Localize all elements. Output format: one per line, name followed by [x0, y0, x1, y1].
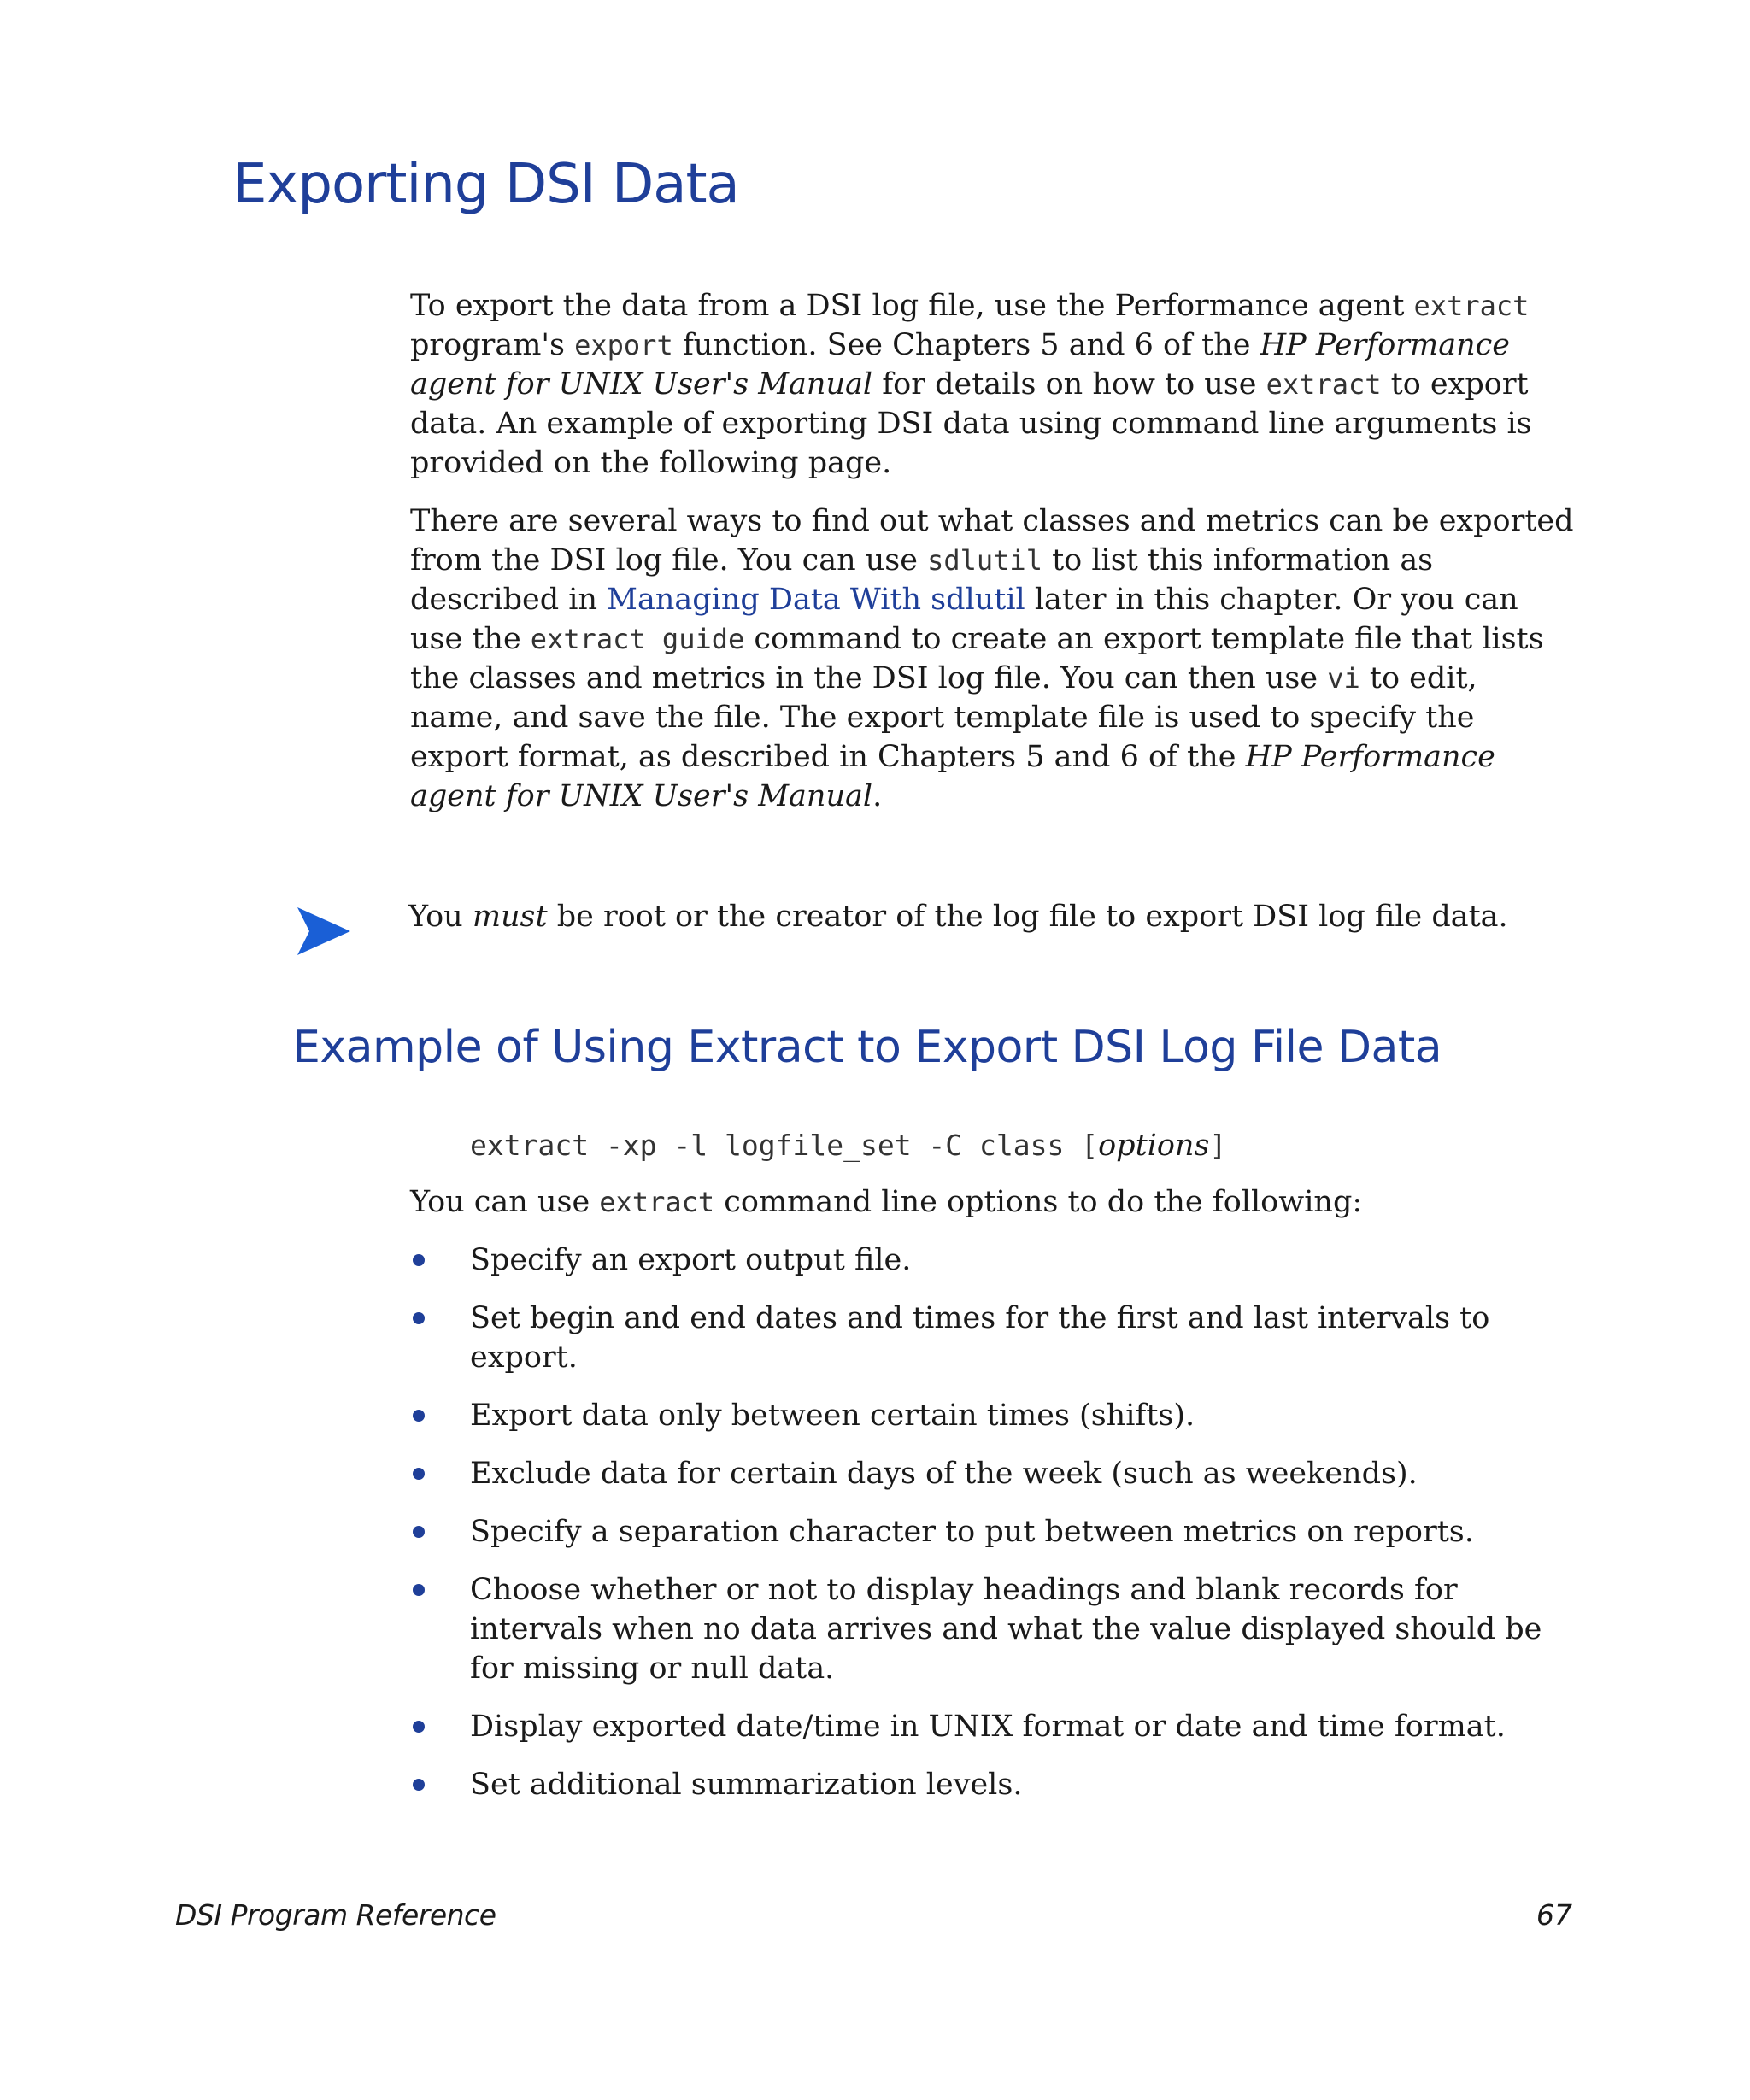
list-item [410, 1454, 1574, 1493]
code-extract: extract [1413, 290, 1530, 322]
text-span: to export data. An example of exporting DSI data using command line arguments is provided on the following page. [410, 367, 1532, 480]
usage-section [410, 1182, 1574, 1823]
emphasis: must [472, 900, 548, 934]
bullet-icon [413, 1254, 425, 1266]
bullet-icon [413, 1584, 425, 1596]
list-item-text: Set begin and end dates and times for the first and last intervals to export. [470, 1301, 1490, 1375]
page-title: Exporting DSI Data [232, 153, 739, 216]
code-extract-guide: extract guide [530, 623, 745, 655]
bullet-icon [413, 1312, 425, 1324]
text-span: program's [410, 328, 575, 362]
intro-paragraph-1 [410, 286, 1574, 483]
text-span: later in this chapter. Or you can use the [410, 583, 1518, 656]
text-span: function. See Chapters 5 and 6 of the [672, 328, 1260, 362]
text-span: for details on how to use [872, 367, 1266, 402]
list-item-text: Set additional summarization levels. [470, 1768, 1023, 1802]
text-span: to edit, name, and save the file. The export template file is used to specify the export format, as described in Chapters 5 and 6 of the [410, 661, 1477, 774]
manual-title: HP Performance agent for UNIX User's Manual [410, 328, 1510, 402]
bullet-icon [413, 1526, 425, 1538]
manual-title: HP Performance agent for UNIX User's Manual [410, 740, 1495, 813]
managing-data-link[interactable]: Managing Data With sdlutil [607, 583, 1025, 617]
command-close: ] [1209, 1129, 1227, 1162]
intro-paragraph-2 [410, 502, 1574, 816]
text-span: command to create an export template file that lists the classes and metrics in the DSI log file. You can then use [410, 622, 1544, 695]
text-span: You [408, 900, 473, 934]
code-extract: extract [599, 1186, 715, 1218]
code-vi: vi [1327, 662, 1360, 695]
text-span: You can use [410, 1185, 600, 1219]
list-item-text: Exclude data for certain days of the week (such as weekends). [470, 1457, 1418, 1491]
command-example [470, 1126, 1226, 1165]
list-item [410, 1396, 1574, 1435]
arrow-icon [296, 906, 352, 957]
list-item-text: Specify an export output file. [470, 1243, 912, 1277]
command-text: extract -xp -l logfile_set -C class [ [470, 1129, 1099, 1162]
footer-title: DSI Program Reference [175, 1898, 496, 1932]
list-item [410, 1707, 1574, 1746]
list-item [410, 1299, 1574, 1377]
bullet-icon [413, 1721, 425, 1733]
section-title: Example of Using Extract to Export DSI Log File Data [292, 1022, 1442, 1073]
text-span: . [872, 779, 883, 813]
code-sdlutil: sdlutil [927, 544, 1042, 577]
list-item [410, 1241, 1574, 1280]
intro-section [410, 286, 1574, 835]
page-number: 67 [1536, 1898, 1572, 1932]
text-span: There are several ways to find out what classes and metrics can be exported from the DSI log file. You can use [410, 504, 1574, 578]
list-item-text: Display exported date/time in UNIX format or date and time format. [470, 1710, 1506, 1744]
note-text [408, 897, 1572, 936]
bullet-list [410, 1241, 1574, 1804]
list-item [410, 1570, 1574, 1688]
list-item-text: Specify a separation character to put between metrics on reports. [470, 1515, 1474, 1549]
usage-intro [410, 1182, 1574, 1222]
list-item-text: Choose whether or not to display headings and blank records for intervals when no data arrives and what the value displayed should be for missing or null data. [470, 1573, 1542, 1686]
list-item-text: Export data only between certain times (shifts). [470, 1399, 1195, 1433]
bullet-icon [413, 1468, 425, 1480]
code-extract: extract [1266, 368, 1382, 401]
text-span: To export the data from a DSI log file, use the Performance agent [410, 289, 1414, 323]
command-options: options [1098, 1129, 1210, 1163]
bullet-icon [413, 1779, 425, 1791]
list-item [410, 1765, 1574, 1804]
text-span: be root or the creator of the log file to export DSI log file data. [547, 900, 1508, 934]
text-span: to list this information as described in [410, 543, 1434, 617]
list-item [410, 1512, 1574, 1552]
code-export: export [574, 329, 673, 361]
bullet-icon [413, 1410, 425, 1422]
text-span: command line options to do the following: [714, 1185, 1363, 1219]
